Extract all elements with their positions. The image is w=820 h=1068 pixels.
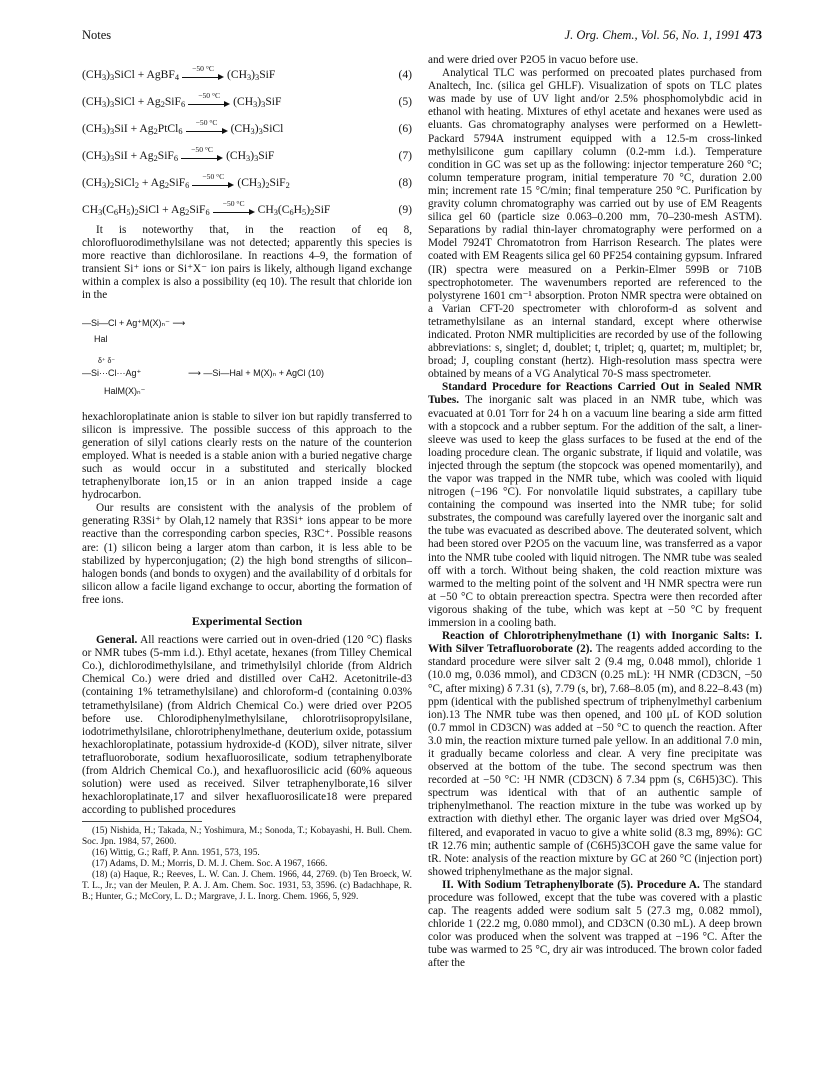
equation-number: (5) [398,94,412,108]
equation-condition: −50 °C [191,145,213,154]
right-column [428,54,762,971]
footnote-18: (18) (a) Haque, R.; Reeves, L. W. Can. J. Chem. 1966, 44, 2769. (b) Ten Broeck, W. T. L., Jr.; van der Meulen, P. A. J. Am. Chem. Soc. 1931, 53, 3596. (c) Badachhape, R. B.; Hunter, G.; McCory, L. D.; Margrave, J. L. Inorg. Chem. 1966, 5, 929. [82,870,412,903]
general-text: All reactions were carried out in oven-dried (120 °C) flasks or NMR tubes (5-mm i.d.). Ethyl acetate, hexanes (from Tilley Chemical Co.), dichlorodimethylsilane, and trimethylsilyl chloride (from Aldrich Chemical Co.) were dried and distilled over CaH2. Acetonitrile-d3 (containing 1% tetramethylsilane) and chloroform-d (containing 0.03% tetramethylsilane) (from Aldrich Chemical Co.) were dried over P2O5 before use. Chlorodiphenylmethylsilane, chlorotriisopropylsilane, iodotrimethylsilane, chlorotriphenylmethane, deuterium oxide, potassium hexachloroplatinate, potassium hydroxide-d (KOD), silver nitrate, silver tetrafluoroborate, sodium hexafluorosilicate, sodium tetraphenylborate (from Aldrich Chemical Co.), and hexafluorosilicic acid (60% aqueous solution) were used as received. Silver tetraphenylborate,16 silver hexachloroplatinate,17 and silver hexafluorosilicate18 were prepared according to published procedures [82,634,412,817]
equation-lhs: $(CH_3)_3SiI$ + $Ag_2PtCl_6$ [82,121,183,136]
reaction-arrow-icon [192,173,234,189]
equation-lhs: $(CH_3)_3SiI + Ag_2SiF_6$ [82,148,179,163]
reaction-arrow-icon [186,119,228,135]
equation-row [82,81,412,108]
equation-condition: −50 °C [195,118,218,127]
arrow-shaft [182,73,224,81]
reaction-ii-text: The standard procedure was followed, except that the tube was covered with a plastic cap. The reagents added were sodium salt 5 (27.3 mg, 0.082 mmol), chloride 1 (22.2 mg, 0.080 mmol), and CD3CN (0.30 mL). A deep brown color was produced when the solvent was trapped at −196 °C. After the tube was warmed to 25 °C, dry air was introduced. The brown color faded after the [428,878,762,970]
equation-rhs: $(CH_3)_3SiCl$ [230,121,284,136]
paragraph-dried: and were dried over P2O5 in vacuo before use. [428,54,639,66]
footnote-15: (15) Nishida, H.; Takada, N.; Yoshimura, M.; Sonoda, T.; Kobayashi, H. Bull. Chem. Soc. Jpn. 1984, 57, 2600. [82,826,412,848]
paragraph-reaction-ii [428,879,762,971]
paragraph-reaction-i [428,630,762,879]
standard-procedure-lead: Standard Procedure for Reactions Carried Out in Sealed NMR Tubes. [428,381,762,407]
footnotes [82,826,412,903]
arrow-shaft [186,127,228,135]
equation-number: (7) [398,148,412,162]
equation-rhs: $(CH_3)_2SiF_2$ [237,175,290,190]
header-volume: Vol. 56, [640,28,679,42]
equation-number: (4) [398,67,412,81]
scheme-line2-below: HalM(X)ₙ⁻ [104,385,146,396]
scheme-line1: —Si—Cl + Ag⁺M(X)ₙ⁻ ⟶ [82,317,186,328]
footnote-16: (16) Wittig, G.; Raff, P. Ann. 1951, 573, 195. [92,848,260,859]
equation-reactants [82,146,274,162]
general-lead: General. [96,634,138,647]
paragraph-olah: Our results are consistent with the analysis of the problem of generating R3Si⁺ by Olah,12 namely that R3Si⁺ ions appear to be more reactive than the corresponding carbon species, R3C⁺. Possible reasons are: (1) silicon being a larger atom than carbon, it is less able to be stabilized by hyperconjugation; (2) the high bond strengths of silicon–halogen bonds (and bonds to oxygen) and the availability of d orbitals for silicon allow a facile ligand exchange to occur, aborting the formation of free ions. [82,502,412,606]
equation-block [82,54,412,216]
equation-row [82,108,412,135]
reaction-arrow-icon [181,146,223,162]
standard-procedure-text: The inorganic salt was placed in an NMR tube, which was evacuated at 0.01 Torr for 24 h on a vacuum line bearing a side arm fitted with a stopcock and a rubber septum. For the addition of the salt, a liner-sleeve was used to keep the glass surfaces to be fused at the end of the loading procedure clean. The organic substrate, if liquid and volatile, was injected through the septum (the stopcock was opened momentarily), and the vapor was trapped in the NMR tube, which was cooled with liquid nitrogen (−196 °C). For nonvolatile liquid substrates, a capillary tube containing the compound was inserted into the NMR tube; for solid substrates, the compound was carefully layered over the inorganic salt and the tube was evacuated as described above. The deuterated solvent, which had been stored over P2O5 on the vacuum line, was transferred as a vapor into the NMR tube cooled with liquid nitrogen. The NMR tube was sealed off with a torch. Without being shaken, the cold reaction mixture was warmed to the melting point of the solvent and ¹H NMR spectra were run at −50 °C to obtain prereaction spectra. Spectra were then recorded after vigorous shaking of the tube, which was kept at −50 °C by frequent immersion in a cooling bath. [428,394,762,630]
equation-reactants [82,119,283,135]
equation-reactants [82,173,290,189]
arrow-shaft [213,208,255,216]
section-title-experimental: Experimental Section [191,613,303,628]
running-header [82,28,762,44]
equation-row [82,189,412,216]
left-column [82,54,412,903]
equation-row [82,162,412,189]
equation-condition: −50 °C [192,64,214,73]
reaction-i-text: The reagents added according to the standard procedure were silver salt 2 (9.4 mg, 0.048 mmol), chloride 1 (10.0 mg, 0.036 mmol), and CD3CN (0.25 mL): ¹H NMR (CD3CN, −50 °C, after mixing) δ 7.31 (s), 7.79 (s, br), 7.68–8.05 (m), and 8.22–8.43 (m) ppm (identical with the published spectrum of triphenylmethyl carbenium ion).13 The NMR tube was then opened, and 100 μL of KOD solution (0.7 mmol in CD3CN) was added at −50 °C to quench the reaction. After 3.0 min, the reaction mixture turned pale yellow. In an additional 7.0 min, it gradually became colorless and clear. A very fine precipitate was observed at the bottom of the tube. The second spectrum was then recorded at −50 °C: ¹H NMR (CD3CN) δ 7.34 ppm (s, C6H5)3C). This spectrum was identical with that of an authentic sample of triphenylmethanol. The reaction mixture in the tube was worked up by extraction with diethyl ether. The organic layer was dried over MgSO4, filtered, and evaporated in vacuo to give a white solid (8.3 mg, 89%): GC tR 12.76 min; authentic sample of (C6H5)3COH gave the same value for tR. Note: analysis of the reaction mixture by GC at 260 °C (injection port) showed triphenylmethane as the major signal. [428,643,762,878]
reaction-arrow-icon [182,65,224,81]
paragraph-noteworthy: It is noteworthy that, in the reaction of eq 8, chlorofluorodimethylsilane was not detected; apparently this species is more reactive than dichlorosilane. In reactions 4–9, the formation of transient Si⁺ ions or Si⁺X⁻ ion pairs is likely, although ligand exchange within a complex is also a possibility (eq 10). The result that chloride ion in the [82,224,412,302]
reaction-i-lead: Reaction of Chlorotriphenylmethane (1) with Inorganic Salts: I. With Silver Tetrafluoroborate (2). [428,630,762,656]
equation-lhs: $(CH_3)_3SiCl + Ag_2SiF_6$ [82,94,186,109]
scheme-hal-label: Hal [94,333,108,344]
equation-reactants [82,65,275,81]
equation-reactants [82,92,281,108]
header-page-number: 473 [743,28,762,42]
equation-row [82,135,412,162]
reaction-ii-lead: II. With Sodium Tetraphenylborate (5). Procedure A. [442,878,700,891]
header-citation [565,28,762,43]
equation-lhs: $(CH_3)_2SiCl_2 + Ag_2SiF_6$ [82,175,190,190]
paragraph-analytical: Analytical TLC was performed on precoated plates purchased from Analtech, Inc. (silica gel GHLF). Visualization of spots on TLC plates was made by use of UV light and/or 2.5% phosphomolybdic acid in ethanol with heating. Mixtures of ethyl acetate and hexanes were used as eluants. Gas chromatography analyses were performed on a Hewlett-Packard 5794A instrument equipped with a 12.5-m cross-linked methylsilicone gum capillary column (0.2-mm i.d.). Temperature condition in GC was set up as the following: injector temperature 260 °C; column temperature program, initial temperature 70 °C, duration 2.00 min; increment rate 15 °C/min; final temperature 250 °C. Purification by gravity column chromatography was carried out by use of EM Reagents silica gel 60 (particle size 0.063–0.200 mm, 70–230-mesh ASTM). Separations by radial thin-layer chromatography were performed on a Model 7924T Chromatotron from Harrison Research. The plates were coated with EM Reagents silica gel 60 PF254 containing gypsum. Infrared (IR) spectra were measured on a Perkin-Elmer 599B or 710B spectrophotometer. The wavenumbers reported are referenced to the polystyrene 1601 cm⁻¹ absorption. Proton NMR spectra were obtained on a Varian CFT-20 spectrometer with chloroform-d as solvent and tetramethylsilane as an internal standard, except where otherwise indicated. Proton NMR multiplicities are recorded by use of the following abbreviations: s, singlet; d, doublet; t, triplet; q, quartet; m, multiplet; br, broad; J, coupling constant (hertz). High-resolution mass spectra were obtained by means of a VG Analytical 70-S mass spectrometer. [428,67,763,381]
reaction-arrow-icon [188,92,230,108]
equation-rhs: $(CH_3)_3SiF$ [226,148,275,163]
equation-rhs: $(CH_3)_3SiF$ [227,67,276,82]
equation-condition: −50 °C [198,91,221,100]
equation-number: (8) [398,175,412,189]
paragraph-hexachloroplatinate: hexachloroplatinate anion is stable to silver ion but rapidly transferred to silicon is impressive. The possible success of this approach to the generation of silyl cations clearly rests on the nature of the counterion employed. What is needed is a stable anion with a buried negative charge such as would occur in a substituted and sterically blocked tetraphenylborate ion,15 or in an anion trapped inside a cage hydrocarbon. [82,410,412,502]
paragraph-general [82,634,412,817]
scheme-line2-left: —Si···Cl···Ag⁺ [82,367,142,378]
equation-rhs: $CH_3(C_6H_5)_2SiF$ [257,202,331,217]
equation-condition: −50 °C [202,172,225,181]
header-journal: J. Org. Chem., [564,28,638,42]
arrow-shaft [188,100,230,108]
arrow-shaft [181,154,223,162]
footnote-17: (17) Adams, D. M.; Morris, D. M. J. Chem. Soc. A 1967, 1666. [92,859,328,870]
ligand-exchange-scheme [82,309,412,405]
equation-row [82,54,412,81]
header-section-label: Notes [82,28,112,42]
equation-rhs: $(CH_3)_3SiF$ [233,94,282,109]
equation-condition: −50 °C [222,199,245,208]
equation-lhs: $CH_3(C_6H_5)_2SiCl + Ag_2SiF_6$ [82,202,210,217]
equation-lhs: $(CH_3)_3SiCl$ + AgBF$_4$ [82,67,180,82]
scheme-partial-charges: δ⁺ δ⁻ [98,357,116,365]
equation-number: (6) [398,121,412,135]
header-issue: No. 1, 1991 [681,28,741,42]
paragraph-standard-procedure [428,381,762,630]
arrow-shaft [192,181,234,189]
reaction-arrow-icon [213,200,255,216]
scheme-line2-right: ⟶ —Si—Hal + M(X)ₙ + AgCl (10) [188,367,325,378]
equation-reactants [82,200,330,216]
equation-number: (9) [398,202,412,216]
